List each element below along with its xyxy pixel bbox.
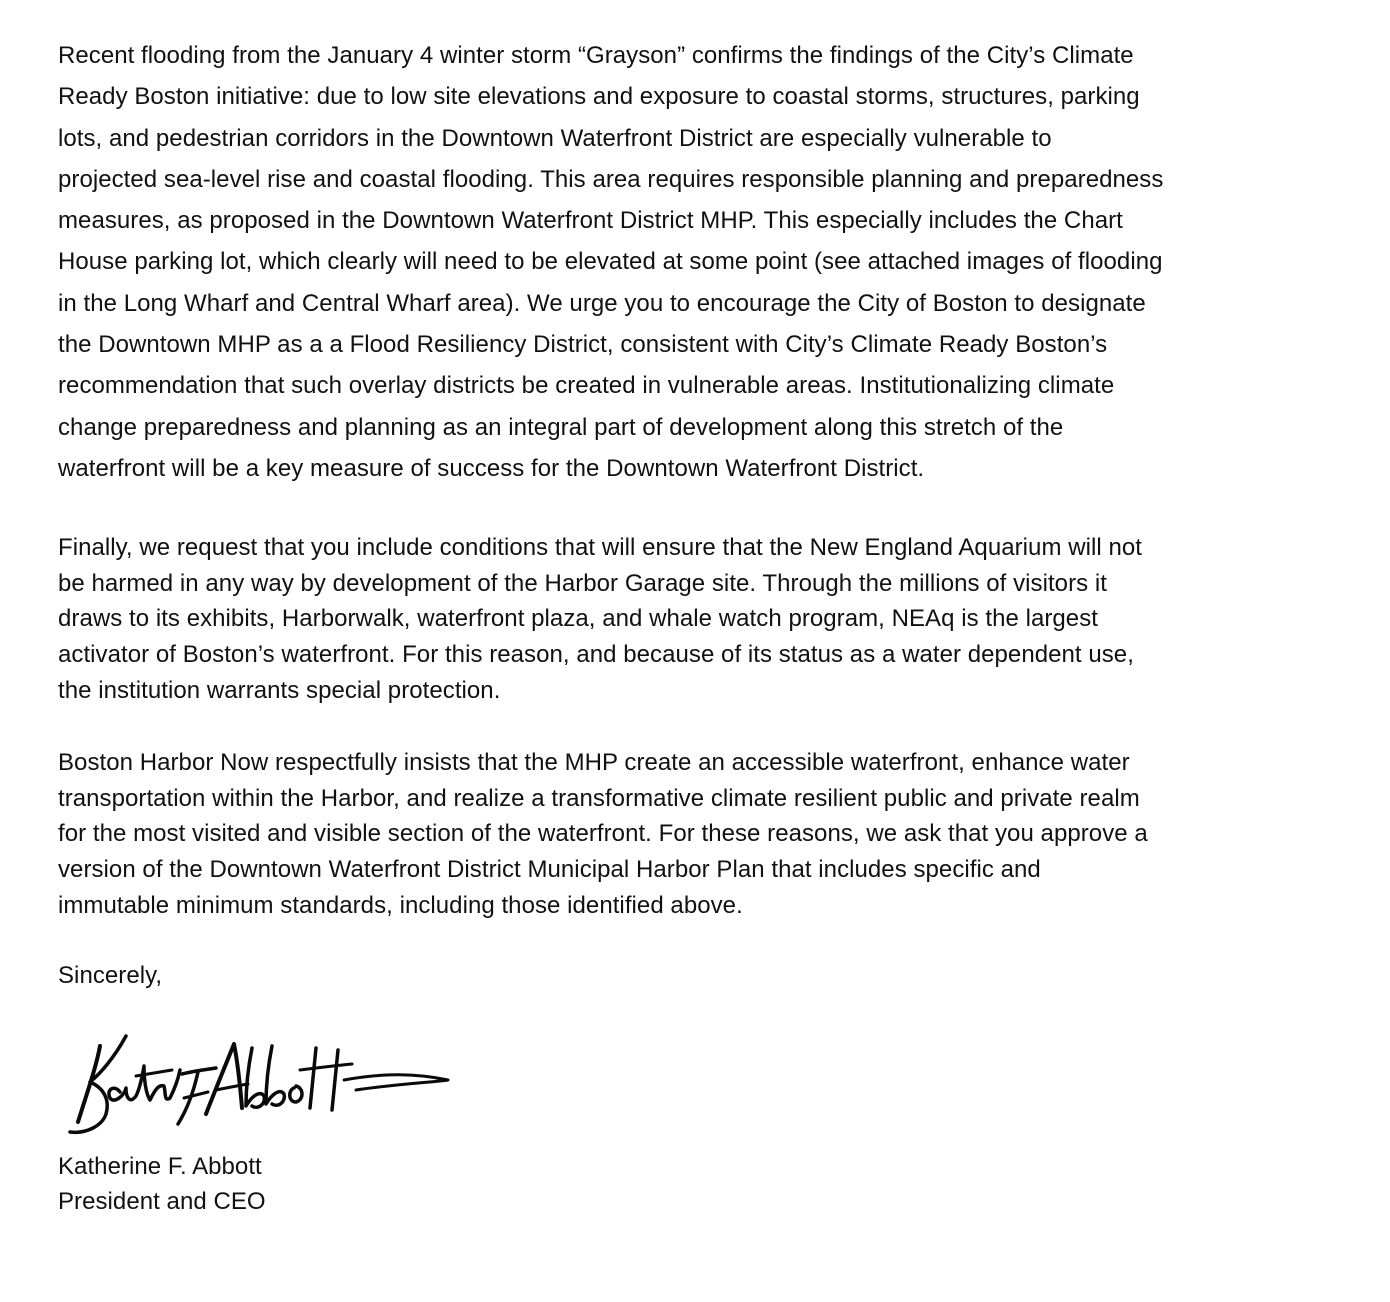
- closing-salutation: Sincerely,: [58, 962, 163, 989]
- signer-title: President and CEO: [58, 1188, 266, 1215]
- body-paragraph-conclusion: Boston Harbor Now respectfully insists that the MHP create an accessible waterfront, enhance water transportation within the Harbor, and realize a transformative climate resilient public and private realm for the most visited and visible section of the waterfront. For these reasons, we ask that you approve a version of the Downtown Waterfront District Municipal Harbor Plan that includes specific and immutable minimum standards, including those identified above.: [58, 749, 1148, 919]
- signer-name: Katherine F. Abbott: [58, 1153, 262, 1180]
- handwritten-signature-icon: [56, 1018, 456, 1148]
- body-paragraph-aquarium: Finally, we request that you include conditions that will ensure that the New England Aquarium will not be harmed in any way by development of the Harbor Garage site. Through the millions of visitors it draws to its exhibits, Harborwalk, waterfront plaza, and whale watch program, NEAq is the largest activator of Boston’s waterfront. For this reason, and because of its status as a water dependent use, the institution warrants special protection.: [58, 534, 1142, 704]
- body-paragraph-flooding: Recent flooding from the January 4 winter storm “Grayson” confirms the findings of the City’s Climate Ready Boston initiative: due to low site elevations and exposure to coastal storms, structures, parking lots, and pedestrian corridors in the Downtown Waterfront District are especially vulnerable to projected sea-level rise and coastal flooding. This area requires responsible planning and preparedness measures, as proposed in the Downtown Waterfront District MHP. This especially includes the Chart House parking lot, which clearly will need to be elevated at some point (see attached images of flooding in the Long Wharf and Central Wharf area). We urge you to encourage the City of Boston to designate the Downtown MHP as a a Flood Resiliency District, consistent with City’s Climate Ready Boston’s recommendation that such overlay districts be created in vulnerable areas. Institutionalizing climate change preparedness and planning as an integral part of development along this stretch of the waterfront will be a key measure of success for the Downtown Waterfront District.: [58, 42, 1164, 482]
